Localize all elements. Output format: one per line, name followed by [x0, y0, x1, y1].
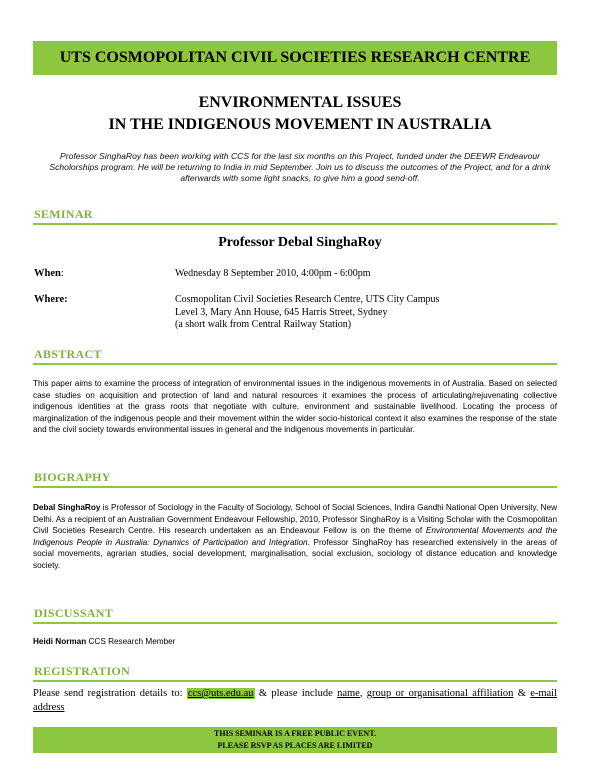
discussant-heading-label: DISCUSSANT: [34, 606, 114, 620]
registration-group-field: group or organisational affiliation: [366, 688, 514, 699]
event-title-line-2: IN THE INDIGENOUS MOVEMENT IN AUSTRALIA: [108, 116, 492, 133]
where-label: Where:: [34, 294, 68, 305]
where-value: [175, 294, 439, 332]
seminar-heading-label: SEMINAR: [34, 207, 93, 221]
where-line: Level 3, Mary Ann House, 645 Harris Street, Sydney: [175, 306, 388, 318]
registration-sep-1: ,: [359, 688, 367, 699]
biography-name: Debal SinghaRoy: [33, 503, 101, 512]
registration-name-field: name: [337, 688, 360, 699]
when-label: [34, 268, 64, 279]
registration-heading: [33, 662, 557, 682]
registration-heading-label: REGISTRATION: [34, 664, 131, 678]
when-label-colon: :: [60, 268, 64, 279]
abstract-text: This paper aims to examine the process of integration of environmental issues in the indigenous movements in of Australia. Based on selected case studies on acquisition and protection of land and natural resources it examines the process of articulating/rejuvenating collective indigenous identities at the grass roots that negotiate with culture, environment and sustainable livelihood. Locating the process of marginalization of the indigenous people and their movement within the wider socio-historical context it also examines the response of the state and the civil society towards environmental issues in general and the indigenous movements in particular.: [33, 379, 557, 435]
discussant-line: [33, 637, 175, 646]
biography-text: [33, 502, 557, 572]
seminar-heading: [33, 205, 557, 225]
event-title-line-1: ENVIRONMENTAL ISSUES: [198, 94, 402, 111]
registration-text-1: Please send registration details to:: [33, 688, 187, 699]
discussant-role: CCS Research Member: [86, 637, 176, 646]
when-label-text: When: [34, 268, 61, 279]
discussant-name: Heidi Norman: [33, 637, 87, 646]
registration-text: [33, 687, 557, 715]
footer-line-1: THIS SEMINAR IS A FREE PUBLIC EVENT.: [214, 729, 376, 738]
registration-sep-2: &: [513, 688, 531, 699]
where-line: (a short walk from Central Railway Station): [175, 319, 352, 330]
abstract-heading: [33, 345, 557, 365]
registration-email-field: e-mail address: [33, 688, 558, 713]
speaker-name: Professor Debal SinghaRoy: [218, 235, 382, 250]
where-line: Cosmopolitan Civil Societies Research Centre, UTS City Campus: [175, 294, 440, 305]
footer-line-2: PLEASE RSVP AS PLACES ARE LIMITED: [217, 741, 373, 750]
abstract-heading-label: ABSTRACT: [34, 347, 102, 361]
centre-banner: [33, 41, 557, 75]
centre-name: UTS COSMOPOLITAN CIVIL SOCIETIES RESEARCH CENTRE: [59, 49, 531, 66]
biography-heading-label: BIOGRAPHY: [34, 470, 111, 484]
footer-banner: [33, 727, 557, 753]
discussant-heading: [33, 604, 557, 624]
registration-email-link[interactable]: ccs@uts.edu.au: [187, 688, 254, 699]
biography-theme: Environmental Movements and the Indigenous People in Australia: Dynamics of Participation and Integration: [33, 526, 557, 547]
biography-text-1: is Professor of Sociology in the Faculty of Sociology, School of Social Sciences, Indira Gandhi National Open University, New Delhi. As a recipient of an Australian Government Endeavour Fellowship, 2010, Professor SinghaRoy is a Visiting Scholar with the Cosmopolitan Civil Societies Research Centre. His research undertaken as an Endeavour Fellow is on the theme of: [33, 503, 557, 536]
biography-heading: [33, 468, 557, 488]
intro-text: Professor SinghaRoy has been working with CCS for the last six months on this Project, funded under the DEEWR Endeavour Scholorships program. He will be returning to India in mid September. Join us to discuss the outcomes of the Project, and for a drink afterwards with some light snacks, to give him a good send-off.: [49, 151, 551, 183]
when-value: Wednesday 8 September 2010, 4:00pm - 6:00pm: [175, 268, 371, 279]
registration-text-2: & please include: [254, 688, 338, 699]
biography-text-2: . Professor SinghaRoy has researched extensively in the areas of social movements, agrarian studies, social development, marginalisation, social exclusion, sociology of distance education and knowledge society.: [33, 537, 557, 570]
